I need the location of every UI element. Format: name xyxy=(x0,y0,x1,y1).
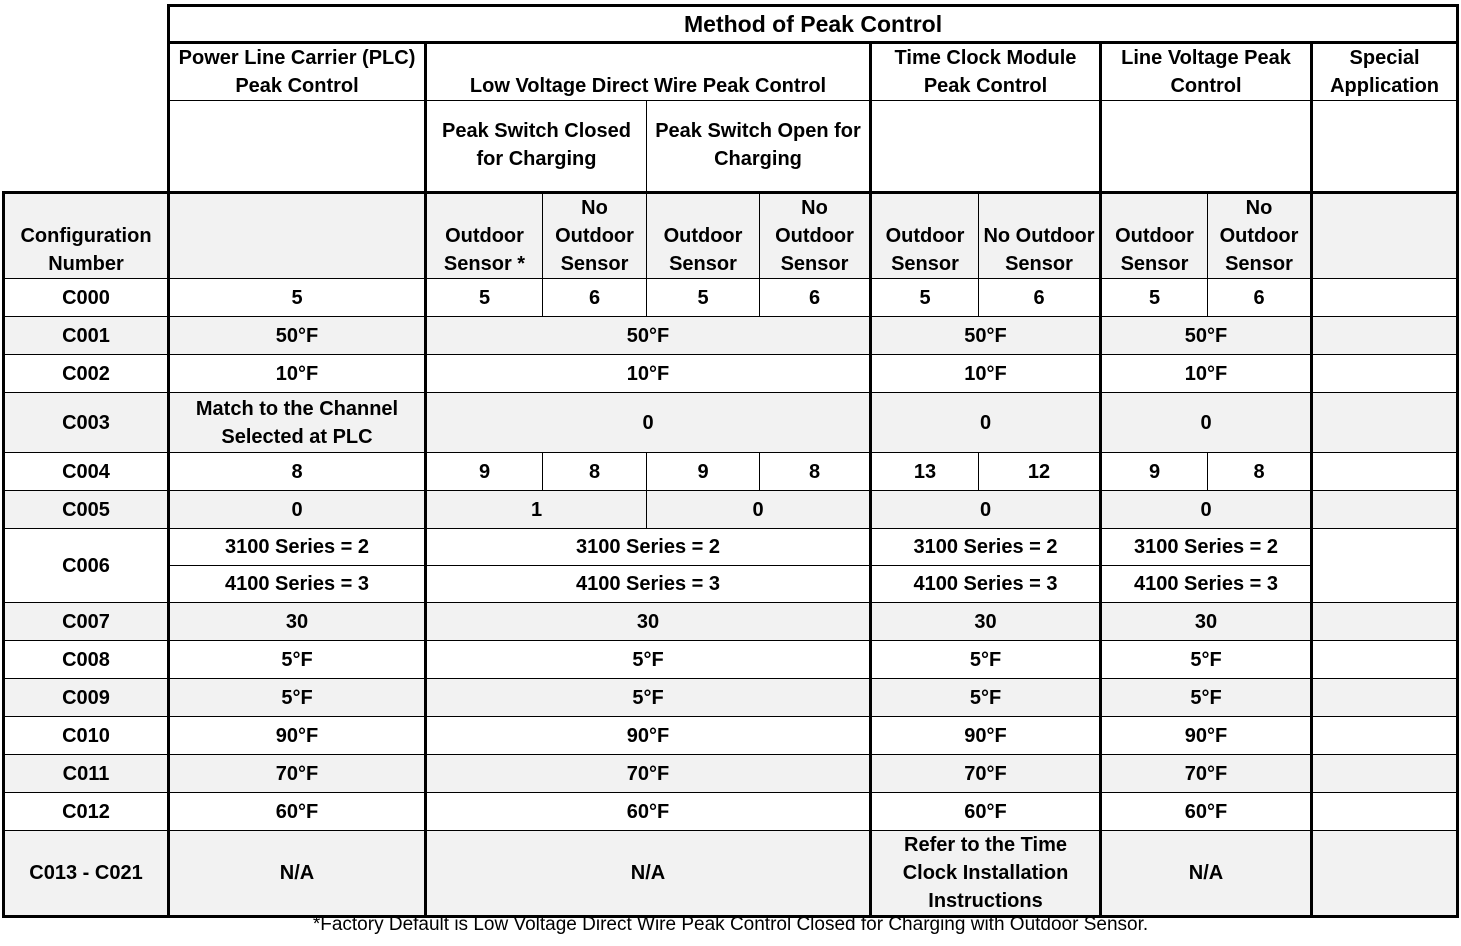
cell-lv-open: 0 xyxy=(647,491,871,529)
cell-lp-no-outdoor: 6 xyxy=(1208,279,1312,317)
subheader-closed: Peak Switch Closed for Charging xyxy=(426,101,647,193)
sensor-tc-no-outdoor: No Outdoor Sensor xyxy=(979,193,1101,279)
cell-plc: 60°F xyxy=(169,793,426,831)
table-row xyxy=(4,279,1458,317)
cell-lvo-no-outdoor: 6 xyxy=(760,279,871,317)
cell-special xyxy=(1312,279,1458,317)
subheader-lvp-blank xyxy=(1101,101,1312,193)
cell-lv: 30 xyxy=(426,603,871,641)
cell-plc: 70°F xyxy=(169,755,426,793)
cell-special xyxy=(1312,491,1458,529)
cell-tc-3100: 3100 Series = 2 xyxy=(871,529,1101,566)
cell-lp-no-outdoor: 8 xyxy=(1208,453,1312,491)
cell-plc: 90°F xyxy=(169,717,426,755)
table-title: Method of Peak Control xyxy=(169,6,1458,43)
cell-lp: 90°F xyxy=(1101,717,1312,755)
cell-lp: 30 xyxy=(1101,603,1312,641)
corner-blank xyxy=(4,6,169,193)
cell-lvc-no-outdoor: 6 xyxy=(543,279,647,317)
table-row xyxy=(4,491,1458,529)
row-label: C007 xyxy=(4,603,169,641)
footnote-text: *Factory Default is Low Voltage Direct Wire Peak Control Closed for Charging with Outdoor Sensor. xyxy=(312,914,1149,935)
table-row xyxy=(4,755,1458,793)
row-label: C012 xyxy=(4,793,169,831)
cell-tc-no-outdoor: 12 xyxy=(979,453,1101,491)
cell-plc: 5°F xyxy=(169,679,426,717)
cell-lv: 70°F xyxy=(426,755,871,793)
row-label: C003 xyxy=(4,393,169,453)
cell-lvc-outdoor: 5 xyxy=(426,279,543,317)
cell-plc: 5°F xyxy=(169,641,426,679)
cell-lp-outdoor: 5 xyxy=(1101,279,1208,317)
cell-special xyxy=(1312,355,1458,393)
config-number-header: Configuration Number xyxy=(4,193,169,279)
config-table-wrapper xyxy=(2,4,1459,918)
cell-tc-4100: 4100 Series = 3 xyxy=(871,566,1101,603)
subheader-open: Peak Switch Open for Charging xyxy=(647,101,871,193)
sensor-lp-outdoor: Outdoor Sensor xyxy=(1101,193,1208,279)
cell-tc: 70°F xyxy=(871,755,1101,793)
row-label: C001 xyxy=(4,317,169,355)
sensor-plc-blank xyxy=(169,193,426,279)
cell-special xyxy=(1312,641,1458,679)
table-row xyxy=(4,717,1458,755)
cell-lv: 90°F xyxy=(426,717,871,755)
table-row xyxy=(4,679,1458,717)
footnote xyxy=(0,914,1461,936)
peak-control-config-table xyxy=(2,4,1459,918)
cell-special xyxy=(1312,793,1458,831)
row-label: C009 xyxy=(4,679,169,717)
cell-tc: 5°F xyxy=(871,641,1101,679)
cell-special xyxy=(1312,679,1458,717)
row-label: C008 xyxy=(4,641,169,679)
cell-tc-no-outdoor: 6 xyxy=(979,279,1101,317)
row-label: C006 xyxy=(4,529,169,603)
cell-lv-closed: 1 xyxy=(426,491,647,529)
table-row xyxy=(4,317,1458,355)
cell-lp: 0 xyxy=(1101,393,1312,453)
sensor-special-blank xyxy=(1312,193,1458,279)
cell-tc: Refer to the Time Clock Installation Instructions xyxy=(871,831,1101,917)
sensor-lvo-outdoor: Outdoor Sensor xyxy=(647,193,760,279)
cell-tc: 10°F xyxy=(871,355,1101,393)
cell-plc-4100: 4100 Series = 3 xyxy=(169,566,426,603)
subheader-tcm-blank xyxy=(871,101,1101,193)
table-row xyxy=(4,453,1458,491)
header-low-voltage: Low Voltage Direct Wire Peak Control xyxy=(426,43,871,101)
cell-special xyxy=(1312,717,1458,755)
cell-plc: 30 xyxy=(169,603,426,641)
cell-lv-4100: 4100 Series = 3 xyxy=(426,566,871,603)
cell-lp: 10°F xyxy=(1101,355,1312,393)
cell-lp: 5°F xyxy=(1101,679,1312,717)
cell-special xyxy=(1312,317,1458,355)
cell-tc-outdoor: 5 xyxy=(871,279,979,317)
cell-lp: 70°F xyxy=(1101,755,1312,793)
table-row xyxy=(4,529,1458,566)
cell-tc: 60°F xyxy=(871,793,1101,831)
header-time-clock: Time Clock Module Peak Control xyxy=(871,43,1101,101)
cell-lv: 0 xyxy=(426,393,871,453)
cell-special xyxy=(1312,755,1458,793)
cell-lvo-outdoor: 5 xyxy=(647,279,760,317)
cell-lp: 5°F xyxy=(1101,641,1312,679)
cell-special xyxy=(1312,603,1458,641)
table-row xyxy=(4,566,1458,603)
cell-tc: 30 xyxy=(871,603,1101,641)
sensor-lvc-no-outdoor: No Outdoor Sensor xyxy=(543,193,647,279)
cell-lvo-no-outdoor: 8 xyxy=(760,453,871,491)
cell-lp-outdoor: 9 xyxy=(1101,453,1208,491)
row-label: C013 - C021 xyxy=(4,831,169,917)
row-label: C000 xyxy=(4,279,169,317)
row-label: C005 xyxy=(4,491,169,529)
cell-special xyxy=(1312,529,1458,603)
row-label: C004 xyxy=(4,453,169,491)
row-label: C002 xyxy=(4,355,169,393)
cell-plc: Match to the Channel Selected at PLC xyxy=(169,393,426,453)
cell-lp: N/A xyxy=(1101,831,1312,917)
cell-tc: 90°F xyxy=(871,717,1101,755)
cell-lv: 5°F xyxy=(426,679,871,717)
table-row xyxy=(4,393,1458,453)
cell-lp: 0 xyxy=(1101,491,1312,529)
sensor-lvc-outdoor: Outdoor Sensor * xyxy=(426,193,543,279)
cell-plc: 10°F xyxy=(169,355,426,393)
cell-plc: 8 xyxy=(169,453,426,491)
table-row xyxy=(4,641,1458,679)
cell-lvc-no-outdoor: 8 xyxy=(543,453,647,491)
cell-tc: 0 xyxy=(871,491,1101,529)
cell-tc: 5°F xyxy=(871,679,1101,717)
cell-lp-3100: 3100 Series = 2 xyxy=(1101,529,1312,566)
cell-plc-3100: 3100 Series = 2 xyxy=(169,529,426,566)
cell-lv-3100: 3100 Series = 2 xyxy=(426,529,871,566)
table-row xyxy=(4,831,1458,917)
table-row xyxy=(4,603,1458,641)
header-plc: Power Line Carrier (PLC) Peak Control xyxy=(169,43,426,101)
cell-lv: 10°F xyxy=(426,355,871,393)
cell-lvo-outdoor: 9 xyxy=(647,453,760,491)
cell-special xyxy=(1312,453,1458,491)
cell-plc: 0 xyxy=(169,491,426,529)
table-row xyxy=(4,793,1458,831)
cell-lp: 60°F xyxy=(1101,793,1312,831)
sensor-lp-no-outdoor: No Outdoor Sensor xyxy=(1208,193,1312,279)
cell-tc-outdoor: 13 xyxy=(871,453,979,491)
cell-lp: 50°F xyxy=(1101,317,1312,355)
cell-special xyxy=(1312,393,1458,453)
header-line-voltage: Line Voltage Peak Control xyxy=(1101,43,1312,101)
cell-lv: 5°F xyxy=(426,641,871,679)
subheader-plc-blank xyxy=(169,101,426,193)
cell-lvc-outdoor: 9 xyxy=(426,453,543,491)
cell-plc: N/A xyxy=(169,831,426,917)
cell-lv: 50°F xyxy=(426,317,871,355)
sensor-tc-outdoor: Outdoor Sensor xyxy=(871,193,979,279)
subheader-special-blank xyxy=(1312,101,1458,193)
cell-tc: 0 xyxy=(871,393,1101,453)
cell-lv: N/A xyxy=(426,831,871,917)
cell-lp-4100: 4100 Series = 3 xyxy=(1101,566,1312,603)
header-special: Special Application xyxy=(1312,43,1458,101)
sensor-lvo-no-outdoor: No Outdoor Sensor xyxy=(760,193,871,279)
cell-plc: 5 xyxy=(169,279,426,317)
cell-plc: 50°F xyxy=(169,317,426,355)
table-row xyxy=(4,355,1458,393)
row-label: C011 xyxy=(4,755,169,793)
cell-tc: 50°F xyxy=(871,317,1101,355)
row-label: C010 xyxy=(4,717,169,755)
cell-special xyxy=(1312,831,1458,917)
cell-lv: 60°F xyxy=(426,793,871,831)
